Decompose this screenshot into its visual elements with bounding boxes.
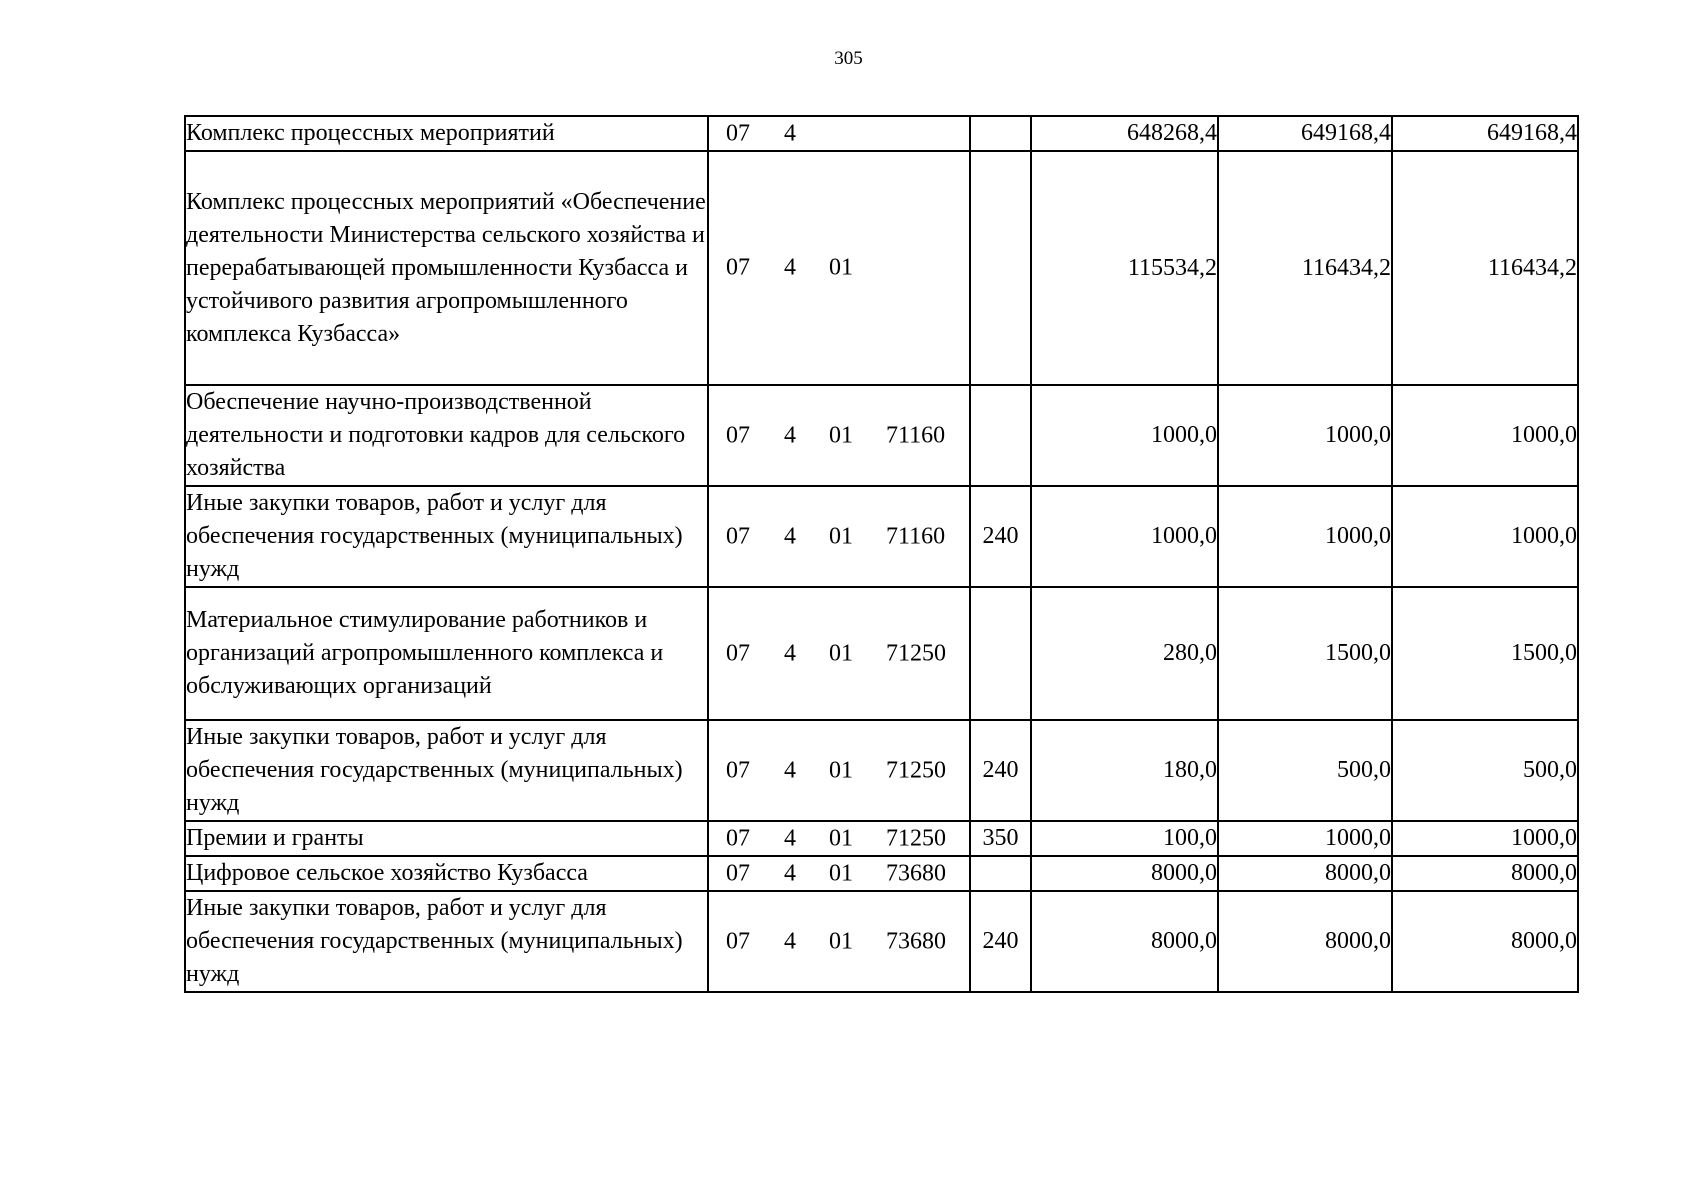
code-section: 07 [726,120,750,146]
amount-year-3: 1000,0 [1392,486,1578,587]
amount-year-1: 100,0 [1031,821,1218,856]
code-section: 07 [726,523,750,549]
amount-year-1: 8000,0 [1031,891,1218,992]
code-program: 4 [784,825,796,851]
row-name: Иные закупки товаров, работ и услуг для обеспечения государственных (муниципальных) нужд [185,891,708,992]
amount-year-1: 180,0 [1031,720,1218,821]
code-section: 07 [726,640,750,666]
table-row [185,587,1578,720]
code-subprogram: 01 [829,928,853,954]
table-row [185,116,1578,151]
code-section: 07 [726,825,750,851]
table-row [185,891,1578,992]
expense-type: 350 [970,821,1031,856]
expense-type [970,856,1031,891]
code-direction: 73680 [886,860,946,886]
code-program: 4 [784,422,796,448]
amount-year-3: 649168,4 [1392,116,1578,151]
code-direction: 71250 [886,825,946,851]
row-codes [708,891,970,992]
code-subprogram: 01 [829,640,853,666]
row-codes [708,116,970,151]
code-program: 4 [784,640,796,666]
code-program: 4 [784,523,796,549]
table-row [185,385,1578,486]
code-program: 4 [784,254,796,281]
page-number: 305 [834,48,863,69]
amount-year-1: 115534,2 [1031,151,1218,385]
code-subprogram: 01 [829,825,853,851]
amount-year-3: 1000,0 [1392,821,1578,856]
row-name: Цифровое сельское хозяйство Кузбасса [185,856,708,891]
row-name: Иные закупки товаров, работ и услуг для обеспечения государственных (муниципальных) нужд [185,720,708,821]
code-subprogram: 01 [829,254,853,281]
row-codes [708,385,970,486]
table-row [185,151,1578,385]
expense-type [970,151,1031,385]
amount-year-1: 8000,0 [1031,856,1218,891]
code-section: 07 [726,254,750,281]
amount-year-2: 1000,0 [1218,385,1392,486]
expense-type: 240 [970,486,1031,587]
code-subprogram: 01 [829,860,853,886]
amount-year-2: 500,0 [1218,720,1392,821]
code-program: 4 [784,757,796,783]
expense-type: 240 [970,720,1031,821]
amount-year-1: 648268,4 [1031,116,1218,151]
amount-year-2: 1500,0 [1218,587,1392,720]
amount-year-3: 500,0 [1392,720,1578,821]
amount-year-3: 8000,0 [1392,856,1578,891]
code-subprogram: 01 [829,523,853,549]
row-codes [708,587,970,720]
code-section: 07 [726,757,750,783]
table-row [185,856,1578,891]
code-subprogram: 01 [829,422,853,448]
amount-year-3: 116434,2 [1392,151,1578,385]
row-name: Комплекс процессных мероприятий «Обеспечение деятельности Министерства сельского хозяйства и перерабатывающей промышленности Кузбасса и устойчивого развития агропромышленного комплекса Кузбасса» [185,151,708,385]
row-name: Комплекс процессных мероприятий [185,116,708,151]
row-codes [708,856,970,891]
amount-year-3: 1000,0 [1392,385,1578,486]
expense-type [970,385,1031,486]
expense-type [970,116,1031,151]
amount-year-2: 8000,0 [1218,891,1392,992]
row-name: Обеспечение научно-производственной деятельности и подготовки кадров для сельского хозяйства [185,385,708,486]
row-codes [708,821,970,856]
amount-year-2: 649168,4 [1218,116,1392,151]
code-direction: 71250 [886,757,946,783]
amount-year-3: 8000,0 [1392,891,1578,992]
amount-year-2: 1000,0 [1218,821,1392,856]
code-direction: 71160 [886,523,946,549]
code-direction: 73680 [886,928,946,954]
code-program: 4 [784,120,796,146]
expense-type: 240 [970,891,1031,992]
code-direction: 71160 [886,422,946,448]
amount-year-2: 1000,0 [1218,486,1392,587]
table-row [185,720,1578,821]
amount-year-1: 1000,0 [1031,486,1218,587]
row-name: Премии и гранты [185,821,708,856]
table-row [185,821,1578,856]
row-codes [708,151,970,385]
code-program: 4 [784,928,796,954]
code-subprogram: 01 [829,757,853,783]
row-name: Иные закупки товаров, работ и услуг для обеспечения государственных (муниципальных) нужд [185,486,708,587]
code-direction: 71250 [886,640,946,666]
code-section: 07 [726,422,750,448]
row-codes [708,486,970,587]
code-program: 4 [784,860,796,886]
amount-year-2: 116434,2 [1218,151,1392,385]
row-name: Материальное стимулирование работников и организаций агропромышленного комплекса и обслуживающих организаций [185,587,708,720]
amount-year-3: 1500,0 [1392,587,1578,720]
amount-year-1: 1000,0 [1031,385,1218,486]
code-section: 07 [726,860,750,886]
row-codes [708,720,970,821]
code-section: 07 [726,928,750,954]
table-row [185,486,1578,587]
expense-type [970,587,1031,720]
amount-year-2: 8000,0 [1218,856,1392,891]
amount-year-1: 280,0 [1031,587,1218,720]
budget-table [184,115,1579,993]
